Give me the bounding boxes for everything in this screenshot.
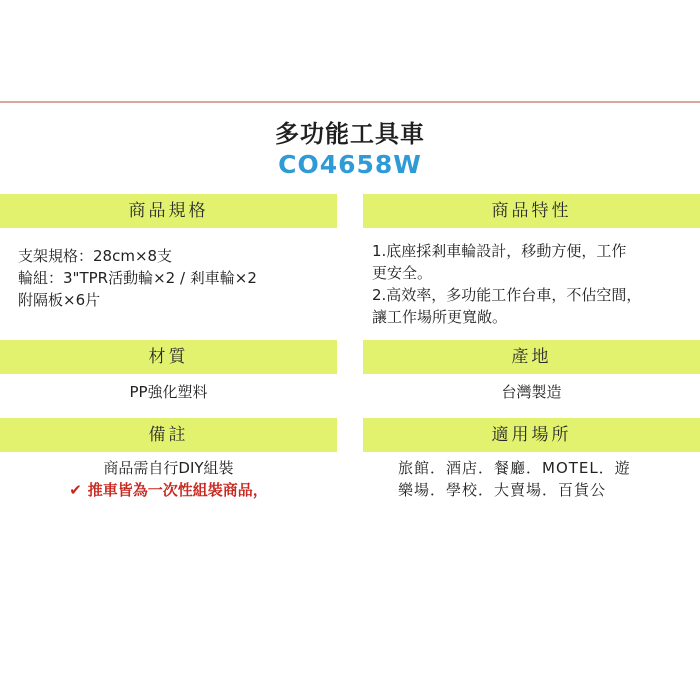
spec-line: 輪組：3"TPR活動輪×2 / 剎車輪×2 [18,269,257,287]
top-divider [0,101,700,103]
cutoff-text-remnant [40,503,300,507]
features-line: 2.高效率，多功能工作台車，不佔空間， [372,286,642,304]
check-icon: ✔ [69,481,82,499]
origin-header: 產地 [363,340,700,374]
notes-warning [0,479,337,501]
origin-value: 台灣製造 [501,383,562,401]
notes-line: 商品需自行DIY組裝 [103,459,234,477]
notes-warning-text: 推車皆為一次性組裝商品， [87,481,268,499]
material-header: 材質 [0,340,337,374]
notes-header: 備註 [0,418,337,452]
spec-line: 附隔板×6片 [18,291,101,309]
product-title: 多功能工具車 [275,120,425,148]
features-line: 更安全。 [372,264,433,282]
venues-body [398,457,631,501]
notes-body [0,457,337,501]
features-line: 1.底座採剎車輪設計，移動方便，工作 [372,242,627,260]
features-header: 商品特性 [363,194,700,228]
venues-line: 旅館．酒店．餐廳．MOTEL．遊 [398,459,631,477]
features-body [372,240,641,328]
spec-body [18,245,257,311]
venues-header: 適用場所 [363,418,700,452]
features-line: 讓工作場所更寬敞。 [372,308,508,326]
material-value: PP強化塑料 [129,383,208,401]
product-code: CO4658W [278,150,422,179]
spec-line: 支架規格：28cm×8支 [18,247,173,265]
venues-line: 樂場．學校．大賣場．百貨公 [398,481,607,499]
spec-header: 商品規格 [0,194,337,228]
